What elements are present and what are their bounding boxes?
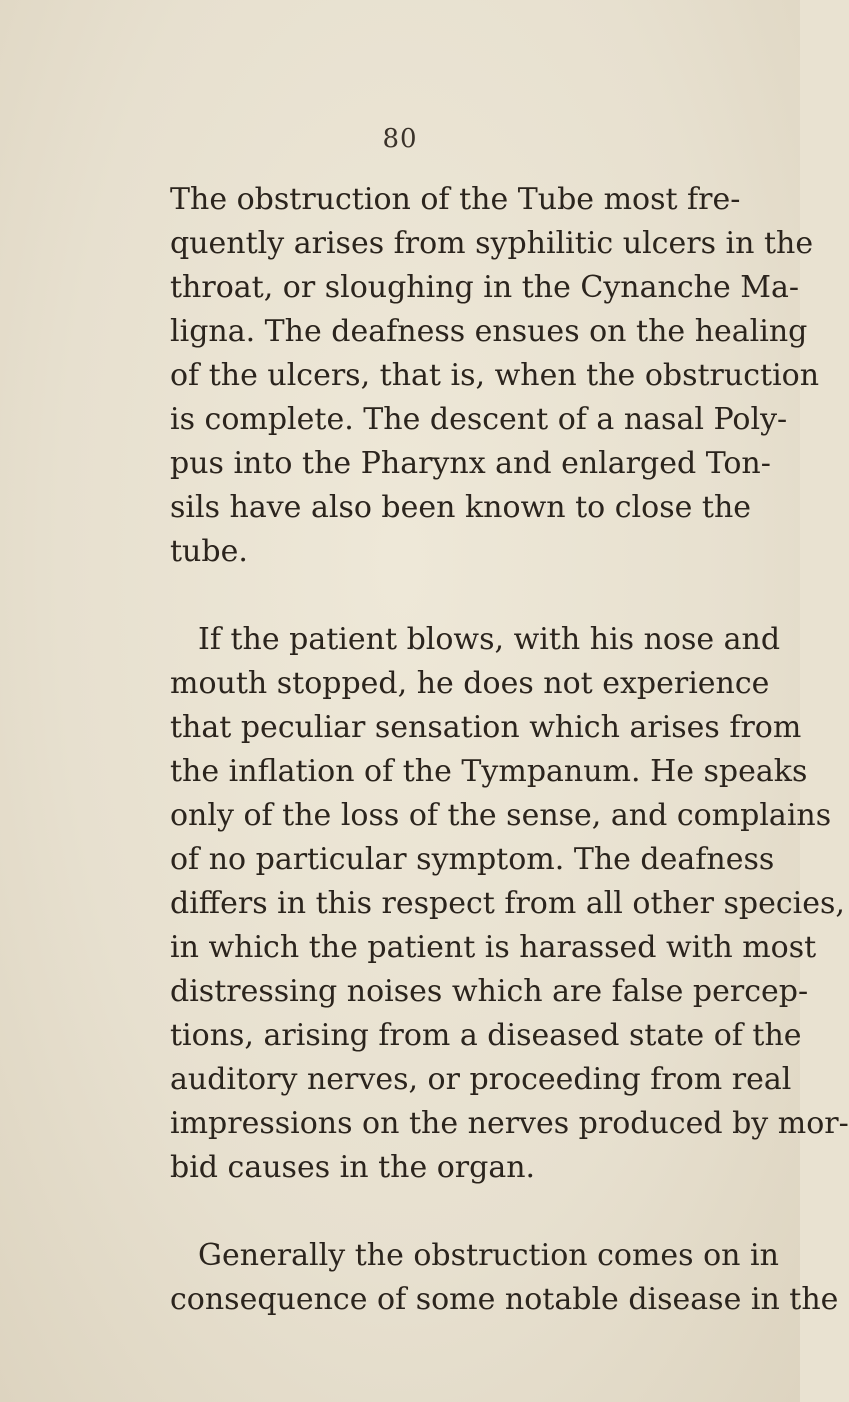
text-line: tube.	[170, 534, 248, 569]
text-line: If the patient blows, with his nose and	[198, 622, 781, 657]
text-line: mouth stopped, he does not experience	[170, 666, 770, 701]
text-line: impressions on the nerves produced by mor-	[170, 1106, 849, 1141]
text-line: of the ulcers, that is, when the obstruction	[170, 358, 820, 393]
text-line: in which the patient is harassed with most	[170, 930, 817, 965]
text-line: pus into the Pharynx and enlarged Ton-	[170, 446, 771, 481]
text-line: differs in this respect from all other species,	[170, 886, 845, 921]
text-line: is complete. The descent of a nasal Poly-	[170, 402, 788, 437]
text-line: the inflation of the Tympanum. He speaks	[170, 754, 808, 789]
paragraph-2	[170, 618, 849, 1190]
text-line: bid causes in the organ.	[170, 1150, 536, 1185]
text-line: of no particular symptom. The deafness	[170, 842, 775, 877]
text-line: distressing noises which are false percep-	[170, 974, 809, 1009]
text-line: ligna. The deafness ensues on the healing	[170, 314, 808, 349]
text-line: throat, or sloughing in the Cynanche Ma-	[170, 270, 799, 305]
text-line: consequence of some notable disease in the	[170, 1282, 839, 1317]
paragraph-spacer	[170, 1190, 740, 1234]
paragraph-3	[170, 1234, 839, 1322]
text-line: only of the loss of the sense, and complains	[170, 798, 832, 833]
text-line: The obstruction of the Tube most fre-	[170, 182, 741, 217]
paragraph-spacer	[170, 574, 740, 618]
text-line: auditory nerves, or proceeding from real	[170, 1062, 792, 1097]
text-line: sils have also been known to close the	[170, 490, 752, 525]
paragraph-1	[170, 178, 820, 574]
body-text	[170, 178, 849, 1322]
text-line: quently arises from syphilitic ulcers in the	[170, 226, 814, 261]
text-line: that peculiar sensation which arises from	[170, 710, 802, 745]
text-line: tions, arising from a diseased state of the	[170, 1018, 802, 1053]
page-number: 80	[382, 124, 418, 154]
text-line: Generally the obstruction comes on in	[198, 1238, 779, 1273]
